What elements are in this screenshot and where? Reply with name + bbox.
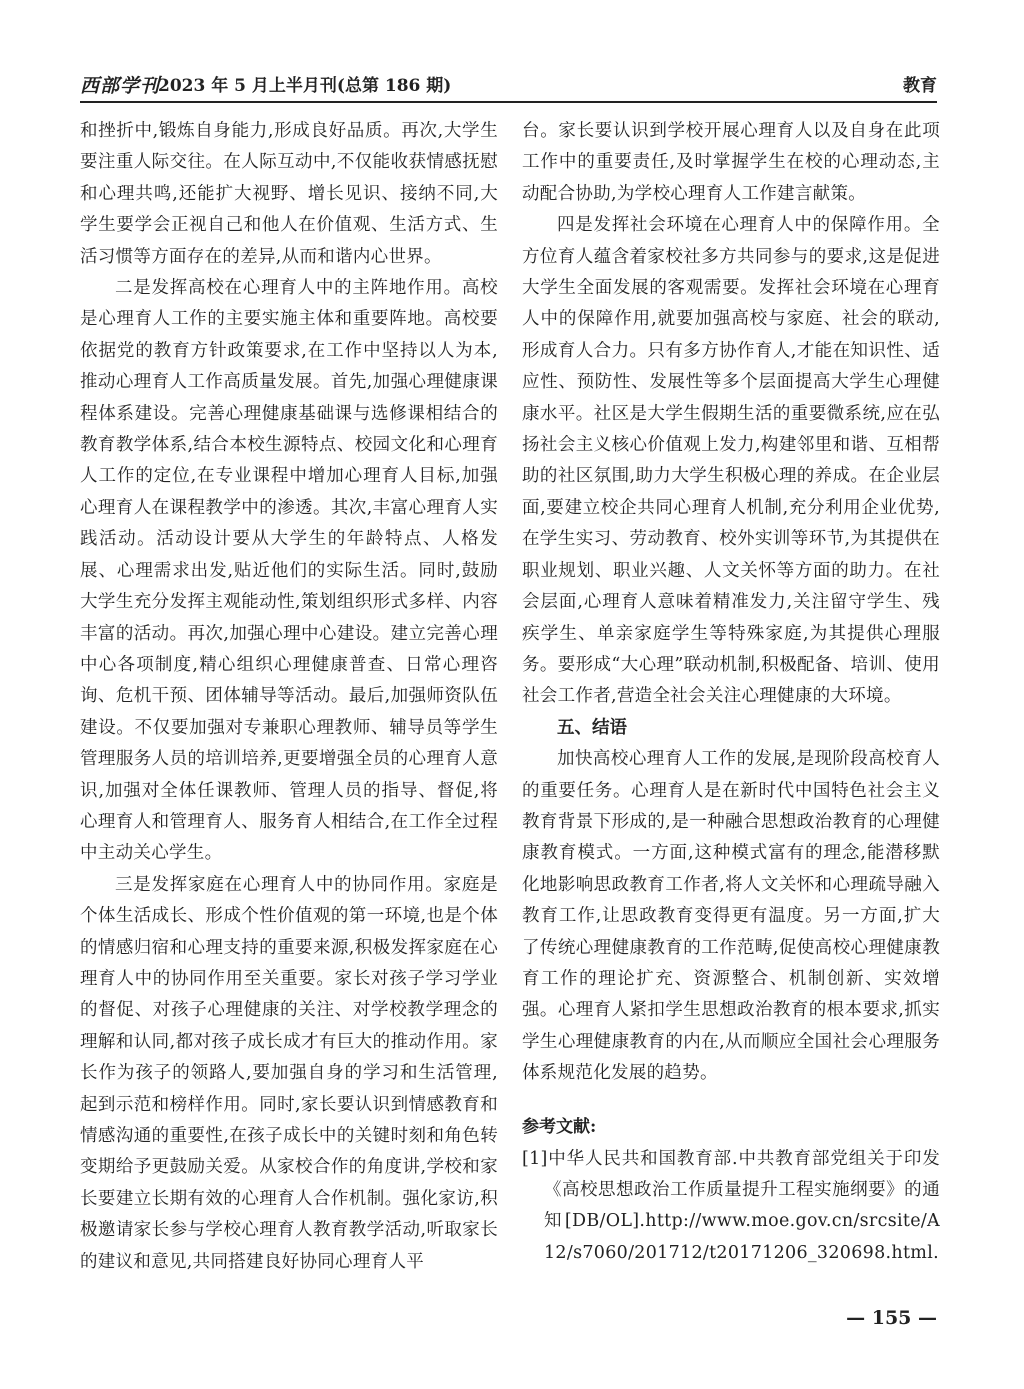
paragraph-university-role: 二是发挥高校在心理育人中的主阵地作用。高校是心理育人工作的主要实施主体和重要阵地。高校要依据党的教育方针政策要求,在工作中坚持以人为本,推动心理育人工作高质量发展。首先,加强心理健康课程体系建设。完善心理健康基础课与选修课相结合的教育教学体系,结合本校生源特点、校园文化和心理育人工作的定位,在专业课程中增加心理育人目标,加强心理育人在课程教学中的渗透。其次,丰富心理育人实践活动。活动设计要从大学生的年龄特点、人格发展、心理需求出发,贴近他们的实际生活。同时,鼓励大学生充分发挥主观能动性,策划组织形式多样、内容丰富的活动。再次,加强心理中心建设。建立完善心理中心各项制度,精心组织心理健康普查、日常心理咨询、危机干预、团体辅导等活动。最后,加强师资队伍建设。不仅要加强对专兼职心理教师、辅导员等学生管理服务人员的培训培养,更要增强全员的心理育人意识,加强对全体任课教师、管理人员的指导、督促,将心理育人和管理育人、服务育人相结合,在工作全过程中主动关心学生。 bbox=[80, 278, 498, 864]
section-label: 教育 bbox=[903, 76, 937, 96]
issue-info: 2023 年 5 月上半月刊(总第 186 期) bbox=[158, 76, 452, 96]
paragraph-continued: 和挫折中,锻炼自身能力,形成良好品质。再次,大学生要注重人际交往。在人际互动中,不仅能收获情感抚慰和心理共鸣,还能扩大视野、增长见识、接纳不同,大学生要学会正视自己和他人在价值观、生活方式、生活习惯等方面存在的差异,从而和谐内心世界。 bbox=[80, 121, 498, 267]
header-rule bbox=[80, 101, 937, 103]
section-heading-conclusion: 五、结语 bbox=[557, 717, 627, 738]
journal-logo: 西部学刊 bbox=[80, 75, 161, 97]
reference-item: [1]中华人民共和国教育部.中共教育部党组关于印发《高校思想政治工作质量提升工程实施纲要》的通知[DB/OL].http://www.moe.gov.cn/srcsite/A12/s7060/201712/t20171206_320698.html. bbox=[522, 1148, 940, 1263]
page-header bbox=[80, 73, 937, 99]
references-title: 参考文献: bbox=[522, 1116, 597, 1137]
paragraph-conclusion: 加快高校心理育人工作的发展,是现阶段高校育人的重要任务。心理育人是在新时代中国特色社会主义教育背景下形成的,是一种融合思想政治教育的心理健康教育模式。一方面,这种模式富有的理念,能潜移默化地影响思政教育工作者,将人文关怀和心理疏导融入教育工作,让思政教育变得更有温度。另一方面,扩大了传统心理健康教育的工作范畴,促使高校心理健康教育工作的理论扩充、资源整合、机制创新、实效增强。心理育人紧扣学生思想政治教育的根本要求,抓实学生心理健康教育的内在,从而顺应全国社会心理服务体系规范化发展的趋势。 bbox=[522, 749, 940, 1084]
left-column bbox=[80, 116, 498, 1278]
page-number: — 155 — bbox=[846, 1307, 937, 1329]
right-column bbox=[522, 116, 940, 1269]
paragraph-continued-right: 台。家长要认识到学校开展心理育人以及自身在此项工作中的重要责任,及时掌握学生在校的心理动态,主动配合协助,为学校心理育人工作建言献策。 bbox=[522, 121, 940, 204]
paragraph-society-role: 四是发挥社会环境在心理育人中的保障作用。全方位育人蕴含着家校社多方共同参与的要求,这是促进大学生全面发展的客观需要。发挥社会环境在心理育人中的保障作用,就要加强高校与家庭、社会的联动,形成育人合力。只有多方协作育人,才能在知识性、适应性、预防性、发展性等多个层面提高大学生心理健康水平。社区是大学生假期生活的重要微系统,应在弘扬社会主义核心价值观上发力,构建邻里和谐、互相帮助的社区氛围,助力大学生积极心理的养成。在企业层面,要建立校企共同心理育人机制,充分利用企业优势,在学生实习、劳动教育、校外实训等环节,为其提供在职业规划、职业兴趣、人文关怀等方面的助力。在社会层面,心理育人意味着精准发力,关注留守学生、残疾学生、单亲家庭学生等特殊家庭,为其提供心理服务。要形成“大心理”联动机制,积极配备、培训、使用社会工作者,营造全社会关注心理健康的大环境。 bbox=[522, 215, 940, 707]
paragraph-family-role: 三是发挥家庭在心理育人中的协同作用。家庭是个体生活成长、形成个性价值观的第一环境,也是个体的情感归宿和心理支持的重要来源,积极发挥家庭在心理育人中的协同作用至关重要。家长对孩子学习学业的督促、对孩子心理健康的关注、对学校教学理念的理解和认同,都对孩子成长成才有巨大的推动作用。家长作为孩子的领路人,要加强自身的学习和生活管理,起到示范和榜样作用。同时,家长要认识到情感教育和情感沟通的重要性,在孩子成长中的关键时刻和角色转变期给予更鼓励关爱。从家校合作的角度讲,学校和家长要建立长期有效的心理育人合作机制。强化家访,积极邀请家长参与学校心理育人教育教学活动,听取家长的建议和意见,共同搭建良好协同心理育人平 bbox=[80, 874, 498, 1272]
